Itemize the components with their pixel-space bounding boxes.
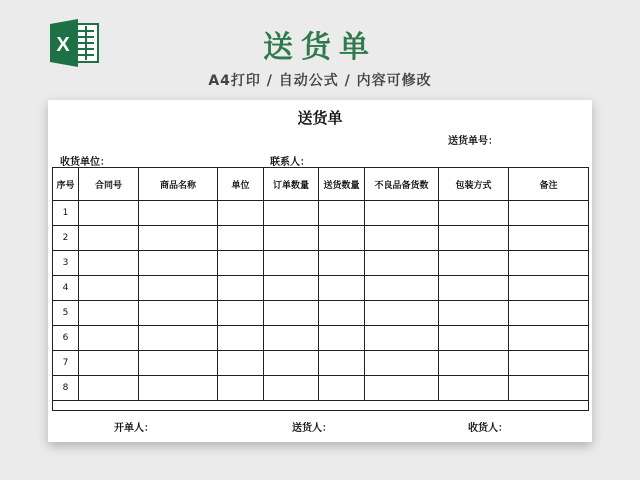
cell[interactable] [509, 326, 589, 351]
cell[interactable] [365, 351, 439, 376]
cell[interactable] [264, 226, 319, 251]
cell[interactable] [139, 201, 218, 226]
delivery-table [52, 167, 589, 411]
cell[interactable] [79, 226, 139, 251]
cell[interactable] [509, 201, 589, 226]
cell[interactable] [79, 301, 139, 326]
cell[interactable] [365, 376, 439, 401]
table-row [53, 351, 589, 376]
cell[interactable] [218, 251, 264, 276]
header-packaging: 包装方式 [439, 168, 509, 201]
cell[interactable] [79, 376, 139, 401]
cell[interactable] [139, 301, 218, 326]
table-row [53, 326, 589, 351]
cell[interactable] [319, 351, 365, 376]
cell[interactable] [79, 351, 139, 376]
issuer-label: 开单人： [114, 423, 154, 434]
cell[interactable] [365, 251, 439, 276]
row-index: 2 [53, 226, 79, 251]
cell[interactable] [264, 326, 319, 351]
cell[interactable] [509, 226, 589, 251]
cell[interactable] [365, 276, 439, 301]
cell[interactable] [439, 201, 509, 226]
cell[interactable] [365, 226, 439, 251]
cell[interactable] [319, 276, 365, 301]
cell[interactable] [365, 301, 439, 326]
header-index: 序号 [53, 168, 79, 201]
cell[interactable] [365, 326, 439, 351]
cell[interactable] [319, 326, 365, 351]
cell[interactable] [439, 351, 509, 376]
cell[interactable] [319, 201, 365, 226]
deliverer-label: 送货人： [292, 423, 332, 434]
total-row [53, 401, 589, 411]
row-index: 1 [53, 201, 79, 226]
row-index: 8 [53, 376, 79, 401]
table-row [53, 251, 589, 276]
cell[interactable] [79, 251, 139, 276]
excel-logo-letter: X [56, 34, 70, 56]
table-row [53, 226, 589, 251]
cell[interactable] [218, 201, 264, 226]
delivery-number-label: 送货单号： [448, 136, 498, 147]
cell[interactable] [264, 301, 319, 326]
cell[interactable] [139, 351, 218, 376]
cell[interactable] [139, 226, 218, 251]
cell[interactable] [509, 276, 589, 301]
cell[interactable] [319, 301, 365, 326]
cell[interactable] [439, 226, 509, 251]
cell[interactable] [218, 301, 264, 326]
cell[interactable] [218, 276, 264, 301]
total-cell[interactable] [53, 401, 589, 411]
sheet-title: 送货单 [297, 109, 343, 127]
header-contract-no: 合同号 [79, 168, 139, 201]
cell[interactable] [139, 326, 218, 351]
row-index: 6 [53, 326, 79, 351]
cell[interactable] [319, 376, 365, 401]
header-delivery-qty: 送货数量 [319, 168, 365, 201]
table-header-row [53, 168, 589, 201]
table-row [53, 376, 589, 401]
cell[interactable] [319, 226, 365, 251]
cell[interactable] [218, 376, 264, 401]
table-row [53, 301, 589, 326]
cell[interactable] [509, 351, 589, 376]
row-index: 7 [53, 351, 79, 376]
cell[interactable] [264, 351, 319, 376]
cell[interactable] [139, 376, 218, 401]
table-row [53, 276, 589, 301]
header-product-name: 商品名称 [139, 168, 218, 201]
banner-title: 送货单 [263, 30, 377, 65]
delivery-note-sheet [48, 100, 592, 442]
cell[interactable] [218, 326, 264, 351]
header-remarks: 备注 [509, 168, 589, 201]
contact-label: 联系人： [270, 157, 310, 168]
cell[interactable] [509, 301, 589, 326]
row-index: 3 [53, 251, 79, 276]
cell[interactable] [218, 226, 264, 251]
cell[interactable] [218, 351, 264, 376]
cell[interactable] [439, 251, 509, 276]
cell[interactable] [509, 251, 589, 276]
table-row [53, 201, 589, 226]
cell[interactable] [319, 251, 365, 276]
cell[interactable] [79, 201, 139, 226]
cell[interactable] [79, 276, 139, 301]
header-defect-spare-qty: 不良品备货数 [365, 168, 439, 201]
cell[interactable] [439, 301, 509, 326]
row-index: 5 [53, 301, 79, 326]
cell[interactable] [509, 376, 589, 401]
cell[interactable] [79, 326, 139, 351]
receiving-unit-label: 收货单位： [60, 157, 110, 168]
cell[interactable] [264, 251, 319, 276]
cell[interactable] [139, 276, 218, 301]
cell[interactable] [139, 251, 218, 276]
cell[interactable] [365, 201, 439, 226]
banner-subtitle: A4打印 / 自动公式 / 内容可修改 [208, 73, 432, 89]
header-order-qty: 订单数量 [264, 168, 319, 201]
cell[interactable] [264, 201, 319, 226]
cell[interactable] [439, 376, 509, 401]
cell[interactable] [264, 276, 319, 301]
cell[interactable] [439, 326, 509, 351]
receiver-label: 收货人： [468, 423, 508, 434]
row-index: 4 [53, 276, 79, 301]
cell[interactable] [264, 376, 319, 401]
header-unit: 单位 [218, 168, 264, 201]
cell[interactable] [439, 276, 509, 301]
